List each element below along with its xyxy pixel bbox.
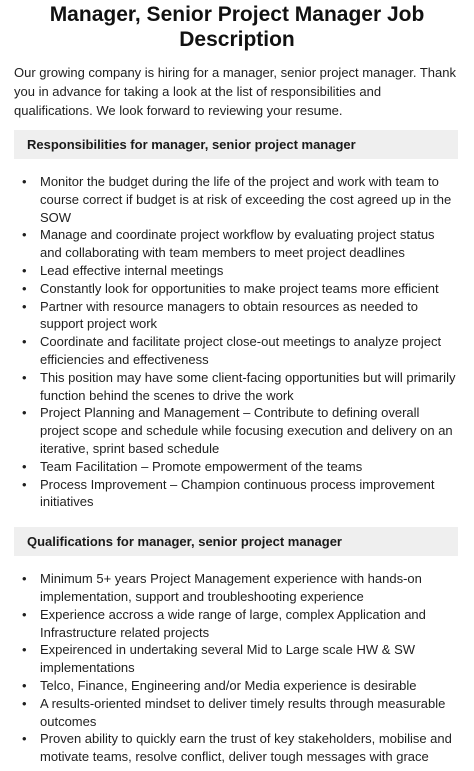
list-item — [18, 677, 456, 695]
list-item — [18, 298, 456, 334]
list-item — [18, 606, 456, 642]
list-item-text: This position may have some client-facing opportunities but will primarily function behind the scenes to drive the work — [40, 369, 456, 403]
bullet-icon: • — [22, 458, 27, 474]
list-item — [18, 333, 456, 369]
list-item — [18, 641, 456, 677]
bullet-icon: • — [22, 571, 27, 587]
list-item-text: Minimum 5+ years Project Management experience with hands-on implementation, support and troubleshooting experience — [40, 571, 422, 604]
list-item — [18, 730, 456, 766]
list-item-text: Experience accross a wide range of large, complex Application and Infrastructure related projects — [40, 606, 426, 640]
bullet-icon: • — [22, 369, 27, 385]
bullet-icon: • — [22, 476, 27, 492]
qualifications-list — [0, 570, 474, 766]
bullet-icon: • — [22, 262, 27, 278]
list-item-text: Coordinate and facilitate project close-out meetings to analyze project efficiencies and effectiveness — [40, 334, 442, 367]
list-item — [18, 570, 456, 606]
list-item — [18, 458, 456, 476]
list-item — [18, 695, 456, 731]
list-item — [18, 404, 456, 457]
bullet-icon: • — [22, 606, 27, 622]
list-item — [18, 476, 456, 512]
list-item-text: Team Facilitation – Promote empowerment of the teams — [40, 458, 363, 474]
bullet-icon: • — [22, 695, 27, 711]
bullet-icon: • — [22, 334, 27, 350]
bullet-icon: • — [22, 298, 27, 314]
responsibilities-list — [0, 173, 474, 511]
list-item-text: Constantly look for opportunities to make project teams more efficient — [40, 280, 439, 296]
bullet-icon: • — [22, 731, 27, 747]
bullet-icon: • — [22, 677, 27, 693]
bullet-icon: • — [22, 227, 27, 243]
bullet-icon: • — [22, 280, 27, 296]
list-item-text: Telco, Finance, Engineering and/or Media experience is desirable — [40, 677, 417, 693]
page-title: Manager, Senior Project Manager Job Description — [49, 3, 425, 51]
list-item-text: A results-oriented mindset to deliver timely results through measurable outcomes — [40, 695, 446, 729]
responsibilities-heading: Responsibilities for manager, senior project manager — [14, 130, 458, 159]
bullet-icon: • — [22, 174, 27, 189]
bullet-icon: • — [22, 642, 27, 658]
list-item-text: Monitor the budget during the life of the project and work with team to course correct if budget is at risk of exceeding the cost agreed up in the SOW — [40, 174, 452, 225]
list-item-text: Lead effective internal meetings — [40, 262, 224, 278]
section-spacer — [0, 511, 474, 517]
list-item — [18, 262, 456, 280]
list-item-text: Project Planning and Management – Contribute to defining overall project scope and schedule while focusing execution and delivery on an iterative, sprint based schedule — [40, 405, 453, 456]
intro-paragraph: Our growing company is hiring for a manager, senior project manager. Thank you in advance for taking a look at the list of responsibilities and qualifications. We look forward to reviewing your resume. — [14, 65, 456, 118]
list-item-text: Process Improvement – Champion continuous process improvement initiatives — [40, 476, 435, 510]
qualifications-heading: Qualifications for manager, senior project manager — [14, 527, 458, 556]
list-item — [18, 369, 456, 405]
list-item-text: Proven ability to quickly earn the trust of key stakeholders, mobilise and motivate teams, resolve conflict, deliver tough messages with grace — [40, 731, 452, 765]
list-item — [18, 226, 456, 262]
list-item-text: Manage and coordinate project workflow by evaluating project status and collaborating with team members to meet project deadlines — [40, 227, 435, 261]
list-item — [18, 280, 456, 298]
list-item-text: Expeirenced in undertaking several Mid to Large scale HW & SW implementations — [40, 642, 416, 676]
list-item — [18, 173, 456, 226]
list-item-text: Partner with resource managers to obtain resources as needed to support project work — [40, 298, 418, 332]
bullet-icon: • — [22, 405, 27, 421]
